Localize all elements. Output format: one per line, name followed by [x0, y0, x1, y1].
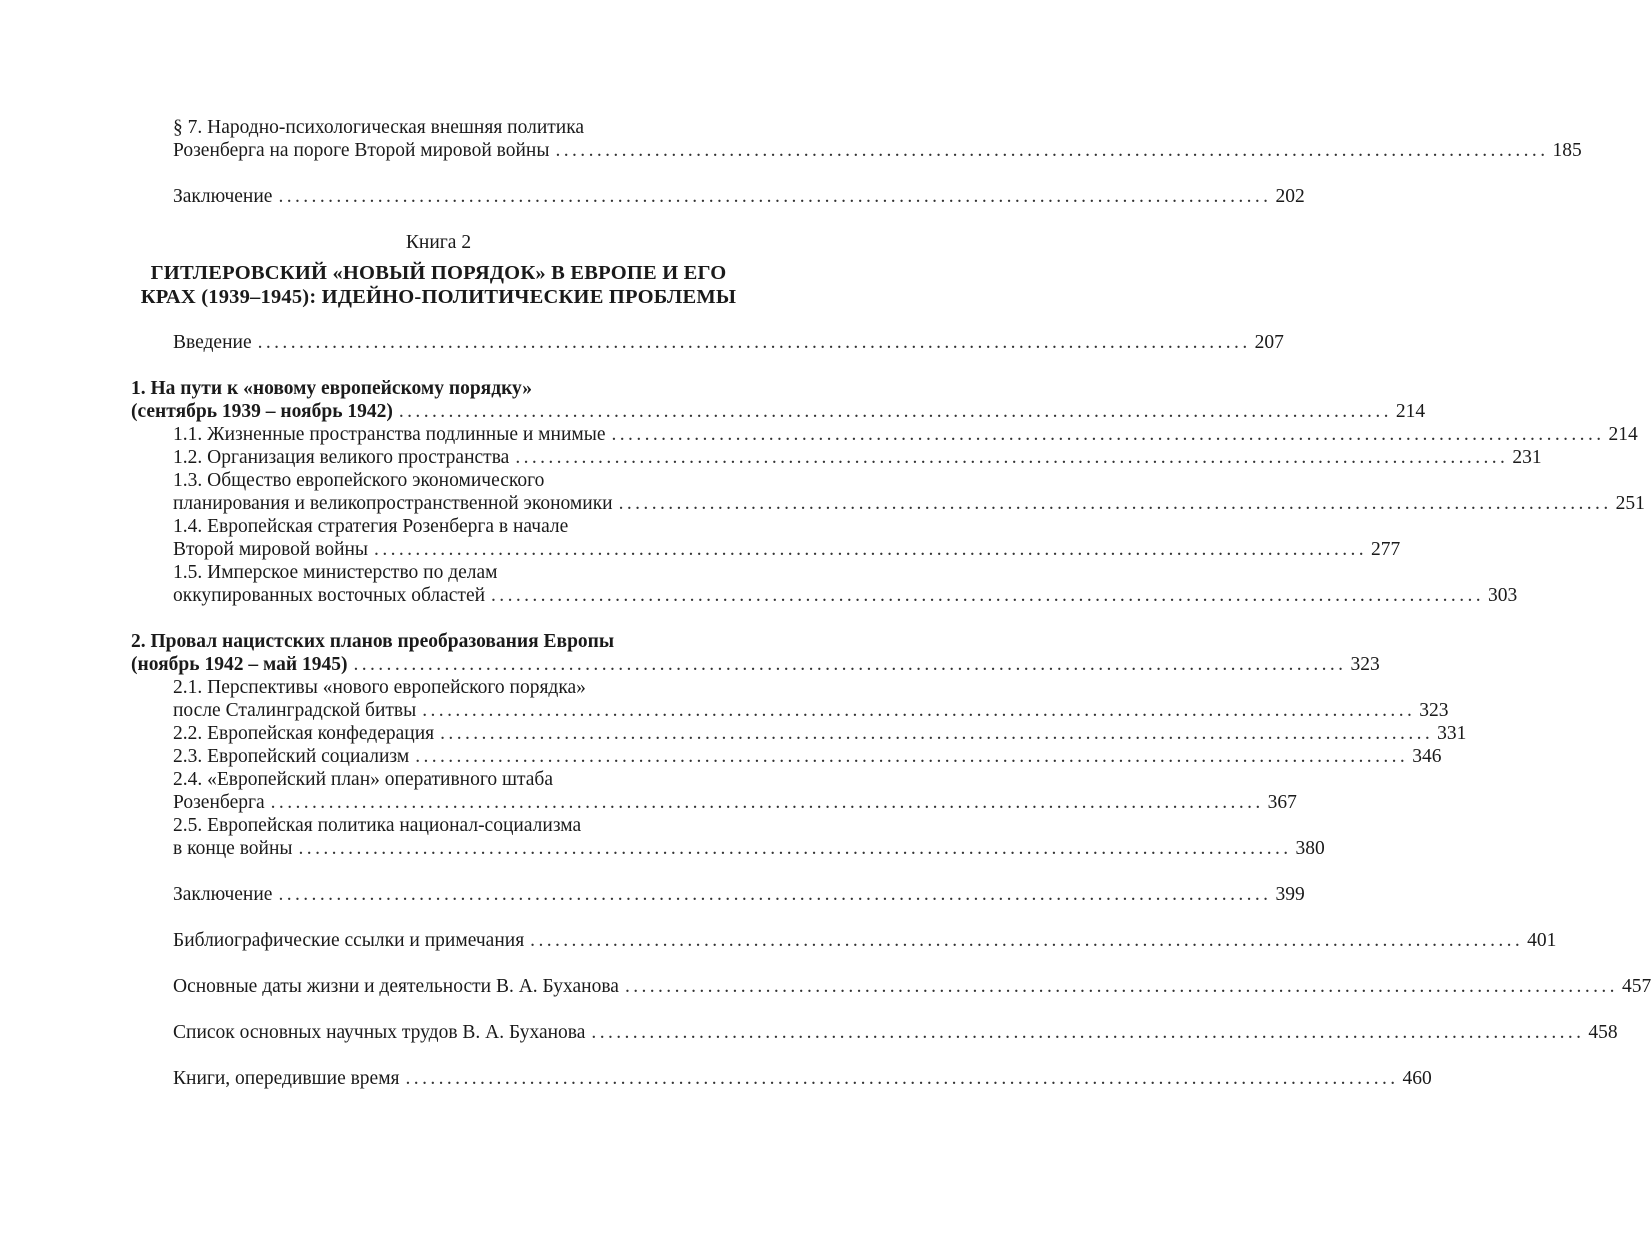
page-number: 380	[1295, 838, 1325, 859]
leader-dots: ........................................................................................................................	[422, 700, 1416, 721]
toc-entry-2-5-line1: 2.5. Европейская политика национал-социализма	[173, 815, 582, 836]
toc-entry-2-1-line1: 2.1. Перспективы «нового европейского порядка»	[173, 677, 586, 698]
leader-dots: ........................................................................................................................	[618, 493, 1612, 514]
toc-entry-1-3	[173, 492, 1645, 516]
toc-entry-2-3	[173, 745, 1442, 769]
toc-entry-title: Розенберга	[173, 792, 265, 813]
toc-entry-s7	[173, 139, 1582, 163]
page-number: 202	[1275, 186, 1305, 207]
toc-entry-2-4	[173, 791, 1297, 815]
page-number: 231	[1512, 447, 1542, 468]
toc-entry-chapter-2	[131, 653, 1380, 677]
toc-entry-title: 2.2. Европейская конфедерация	[173, 723, 435, 744]
page-number: 185	[1552, 140, 1582, 161]
page-number: 399	[1275, 884, 1305, 905]
leader-dots: ........................................................................................................................	[440, 723, 1434, 744]
page-number: 303	[1488, 585, 1518, 606]
toc-entry-key-dates	[173, 975, 1651, 999]
toc-entry-title: Книги, опередившие время	[173, 1068, 400, 1089]
leader-dots: ........................................................................................................................	[555, 140, 1549, 161]
toc-entry-1-2	[173, 446, 1542, 470]
toc-entry-title: Заключение	[173, 884, 273, 905]
toc-entry-1-3-line1: 1.3. Общество европейского экономического	[173, 470, 545, 491]
toc-entry-works-list	[173, 1021, 1618, 1045]
page-number: 277	[1371, 539, 1401, 560]
leader-dots: ........................................................................................................................	[405, 1068, 1399, 1089]
toc-entry-1-4	[173, 538, 1401, 562]
toc-entry-2-4-line1: 2.4. «Европейский план» оперативного штаба	[173, 769, 554, 790]
book-title-line2: КРАХ (1939–1945): ИДЕЙНО-ПОЛИТИЧЕСКИЕ ПРОБЛЕМЫ	[140, 286, 737, 308]
page-number: 323	[1350, 654, 1380, 675]
toc-entry-title: 1.2. Организация великого пространства	[173, 447, 510, 468]
leader-dots: ........................................................................................................................	[278, 186, 1272, 207]
leader-dots: ........................................................................................................................	[374, 539, 1368, 560]
toc-entry-conclusion-1	[173, 185, 1305, 209]
toc-entry-s7-line1: § 7. Народно-психологическая внешняя политика	[173, 117, 585, 138]
toc-entry-title: Введение	[173, 332, 252, 353]
leader-dots: ........................................................................................................................	[278, 884, 1272, 905]
toc-entry-1-5-line1: 1.5. Имперское министерство по делам	[173, 562, 498, 583]
leader-dots: ........................................................................................................................	[270, 792, 1264, 813]
chapter-1-title-line1: 1. На пути к «новому европейскому порядку»	[131, 378, 533, 399]
page-number: 207	[1254, 332, 1284, 353]
page-number: 251	[1615, 493, 1645, 514]
leader-dots: ........................................................................................................................	[515, 447, 1509, 468]
leader-dots: ........................................................................................................................	[591, 1022, 1585, 1043]
page-number: 214	[1395, 401, 1426, 422]
leader-dots: ........................................................................................................................	[298, 838, 1292, 859]
page-number: 331	[1437, 723, 1467, 744]
leader-dots: ........................................................................................................................	[611, 424, 1605, 445]
toc-entry-title: (сентябрь 1939 – ноябрь 1942)	[131, 401, 393, 422]
toc-entry-1-4-line1: 1.4. Европейская стратегия Розенберга в начале	[173, 516, 569, 537]
page-number: 460	[1402, 1068, 1432, 1089]
leader-dots: ........................................................................................................................	[415, 746, 1409, 767]
toc-entry-title: Библиографические ссылки и примечания	[173, 930, 525, 951]
toc-entry-title: Список основных научных трудов В. А. Буханова	[173, 1022, 586, 1043]
toc-entry-bibliography	[173, 929, 1557, 953]
toc-entry-conclusion-2	[173, 883, 1305, 907]
page-number: 457	[1621, 976, 1651, 997]
leader-dots: ........................................................................................................................	[353, 654, 1347, 675]
toc-entry-books	[173, 1067, 1432, 1091]
toc-entry-chapter-1	[131, 400, 1426, 424]
leader-dots: ........................................................................................................................	[491, 585, 1485, 606]
book-label: Книга 2	[405, 232, 472, 253]
toc-entry-1-5	[173, 584, 1518, 608]
toc-entry-title: Розенберга на пороге Второй мировой войны	[173, 140, 550, 161]
toc-entry-title: после Сталинградской битвы	[173, 700, 417, 721]
toc-entry-intro	[173, 331, 1284, 355]
leader-dots: ........................................................................................................................	[257, 332, 1251, 353]
toc-entry-2-1	[173, 699, 1449, 723]
toc-entry-2-5	[173, 837, 1325, 861]
chapter-2-title-line1: 2. Провал нацистских планов преобразования Европы	[131, 631, 615, 652]
page-number: 458	[1588, 1022, 1618, 1043]
toc-entry-title: 1.1. Жизненные пространства подлинные и мнимые	[173, 424, 606, 445]
page-number: 214	[1608, 424, 1638, 445]
toc-entry-title: Основные даты жизни и деятельности В. А. Буханова	[173, 976, 619, 997]
page-number: 401	[1527, 930, 1557, 951]
toc-entry-title: Заключение	[173, 186, 273, 207]
toc-entry-title: в конце войны	[173, 838, 293, 859]
toc-entry-2-2	[173, 722, 1467, 746]
toc-entry-title: 2.3. Европейский социализм	[173, 746, 410, 767]
page-number: 323	[1419, 700, 1449, 721]
toc-entry-title: планирования и великопространственной экономики	[173, 493, 613, 514]
toc-entry-title: оккупированных восточных областей	[173, 585, 486, 606]
toc-entry-title: (ноябрь 1942 – май 1945)	[131, 654, 348, 675]
page-number: 367	[1267, 792, 1297, 813]
toc-entry-1-1	[173, 423, 1638, 447]
toc-entry-title: Второй мировой войны	[173, 539, 369, 560]
book-title-line1: ГИТЛЕРОВСКИЙ «НОВЫЙ ПОРЯДОК» В ЕВРОПЕ И ЕГО	[150, 262, 727, 284]
leader-dots: ........................................................................................................................	[624, 976, 1618, 997]
leader-dots: ........................................................................................................................	[530, 930, 1524, 951]
leader-dots: ........................................................................................................................	[398, 401, 1392, 422]
page-number: 346	[1412, 746, 1442, 767]
